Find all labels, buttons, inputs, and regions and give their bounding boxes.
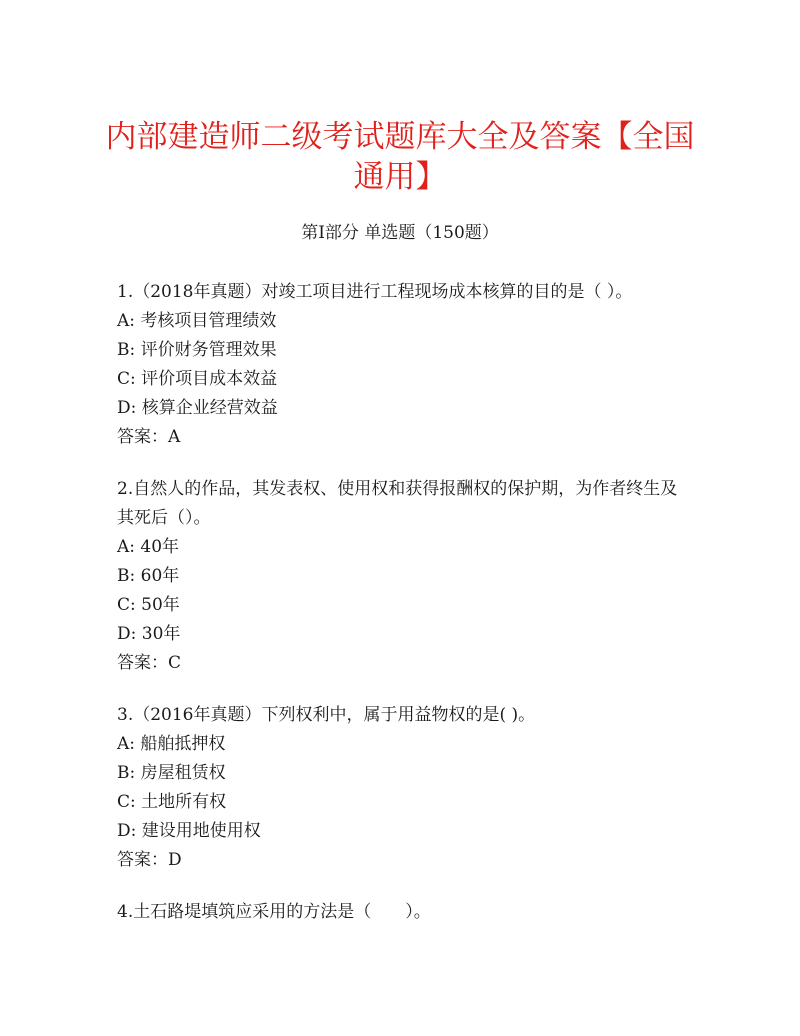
option-d: D: 核算企业经营效益 (117, 398, 278, 418)
section-heading: 第Ⅰ部分 单选题（150题） (301, 223, 499, 243)
question-stem: 3.（2016年真题）下列权利中，属于用益物权的是( )。 (117, 705, 536, 725)
option-a: A: 船舶抵押权 (117, 734, 226, 754)
question-1 (117, 278, 687, 452)
option-c: C: 评价项目成本效益 (117, 369, 278, 389)
option-c: C: 50年 (117, 595, 180, 615)
question-3 (117, 701, 687, 875)
question-stem: 4.土石路堤填筑应采用的方法是（ ）。 (117, 902, 431, 922)
document-title: 内部建造师二级考试题库大全及答案【全国通用】 (105, 119, 695, 195)
answer-text: 答案：D (117, 850, 182, 870)
option-d: D: 建设用地使用权 (117, 821, 261, 841)
answer-text: 答案：C (117, 653, 182, 673)
option-b: B: 60年 (117, 566, 180, 586)
question-2 (117, 475, 687, 678)
option-a: A: 40年 (117, 537, 180, 557)
question-stem: 2.自然人的作品，其发表权、使用权和获得报酬权的保护期，为作者终生及其死后（）。 (117, 479, 678, 528)
answer-text: 答案：A (117, 427, 181, 447)
option-a: A: 考核项目管理绩效 (117, 311, 277, 331)
option-c: C: 土地所有权 (117, 792, 227, 812)
question-stem: 1.（2018年真题）对竣工项目进行工程现场成本核算的目的是（ ）。 (117, 282, 633, 302)
option-b: B: 评价财务管理效果 (117, 340, 277, 360)
option-d: D: 30年 (117, 624, 181, 644)
option-b: B: 房屋租赁权 (117, 763, 226, 783)
question-list (117, 278, 687, 950)
question-4 (117, 898, 687, 927)
